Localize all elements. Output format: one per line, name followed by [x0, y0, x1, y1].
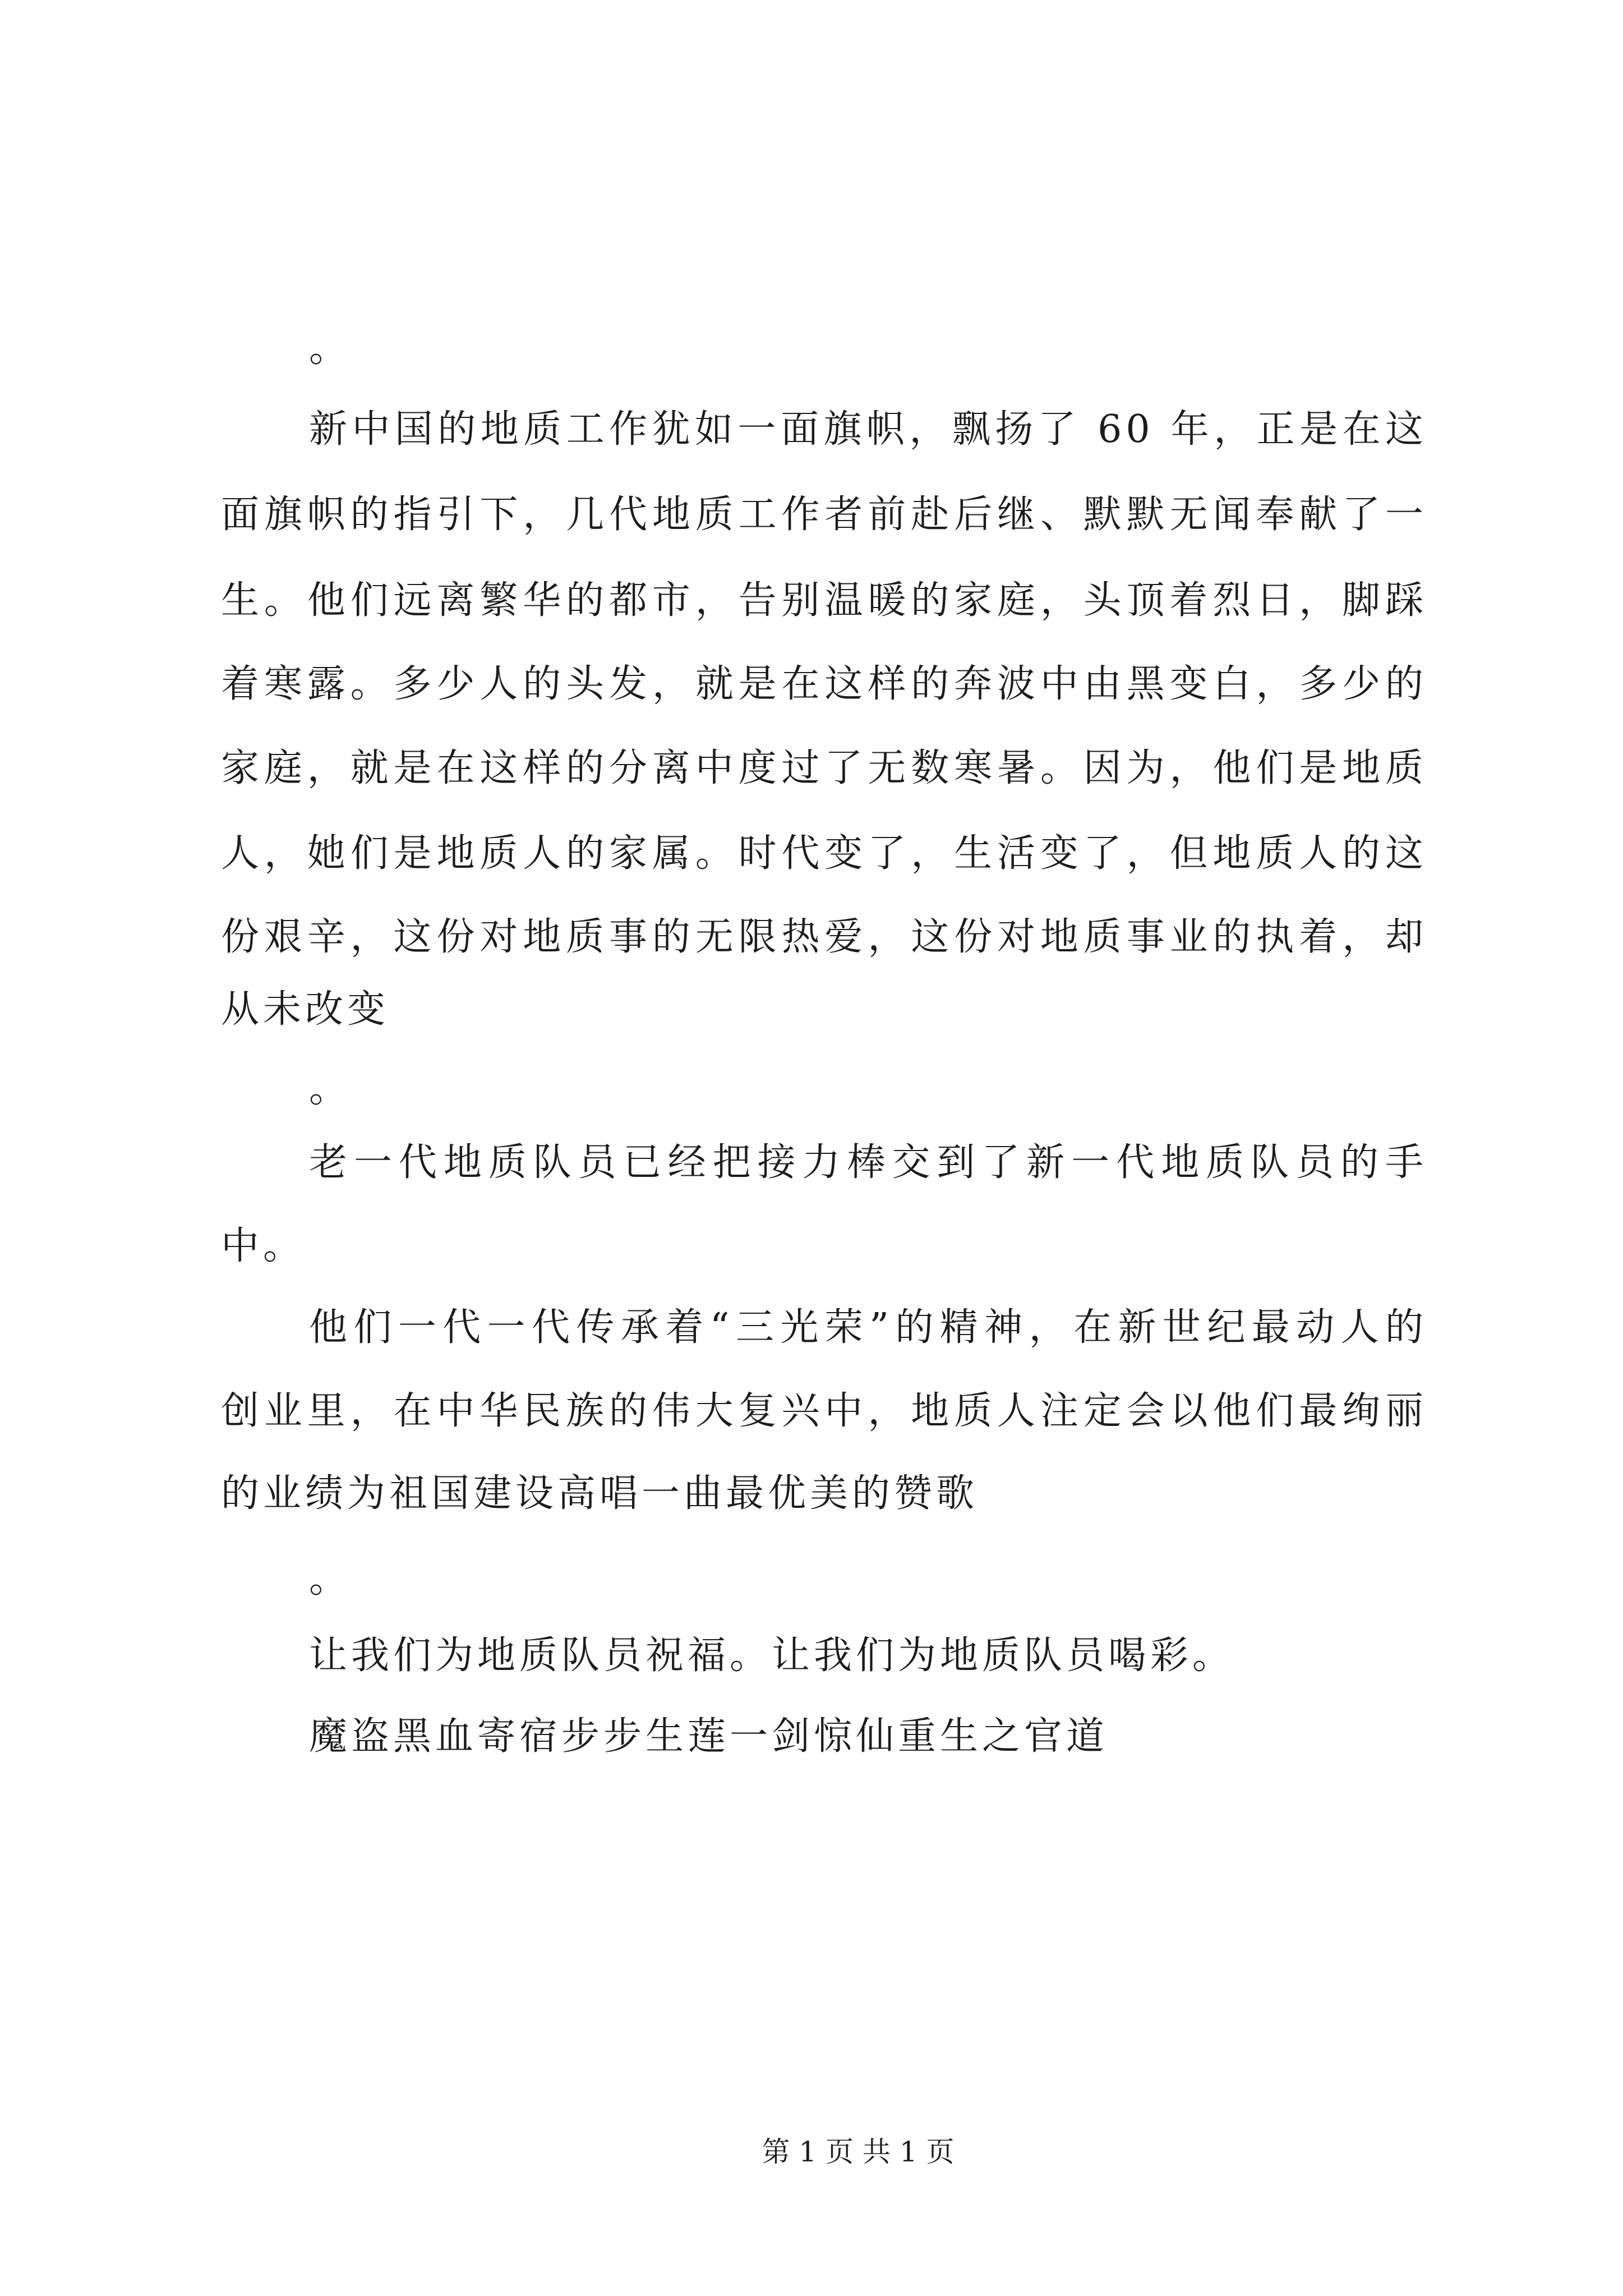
paragraph-line: 家庭，就是在这样的分离中度过了无数寒暑。因为，他们是地质: [221, 746, 1427, 790]
paragraph-line: 他们一代一代传承着“三光荣”的精神，在新世纪最动人的: [309, 1305, 1427, 1350]
paragraph-line: 人，她们是地质人的家属。时代变了，生活变了，但地质人的这: [221, 831, 1427, 876]
paragraph-line: 创业里，在中华民族的伟大复兴中，地质人注定会以他们最绚丽: [221, 1389, 1427, 1433]
paragraph-line: 生。他们远离繁华的都市，告别温暖的家庭，头顶着烈日，脚踩: [221, 578, 1427, 623]
page-number: 第 1 页 共 1 页: [762, 2136, 955, 2168]
paragraph-line: 份艰辛，这份对地质事的无限热爱，这份对地质事业的执着，却: [221, 915, 1427, 959]
paragraph-line: 着寒露。多少人的头发，就是在这样的奔波中由黑变白，多少的: [221, 662, 1427, 706]
page-footer: [690, 2132, 1026, 2171]
paragraph-line: 。: [309, 1067, 352, 1111]
paragraph-line: 。: [309, 326, 352, 371]
paragraph-line: 。: [309, 1557, 352, 1602]
paragraph-line: 从未改变: [221, 987, 390, 1032]
paragraph-line: 的业绩为祖国建设高唱一曲最优美的赞歌: [221, 1471, 979, 1516]
paragraph-line: 新中国的地质工作犹如一面旗帜，飘扬了 60 年，正是在这: [309, 407, 1427, 452]
paragraph-line: 中。: [221, 1224, 306, 1268]
paragraph-line: 让我们为地质队员祝福。让我们为地质队员喝彩。: [309, 1634, 1235, 1678]
paragraph-line: 魔盗黑血寄宿步步生莲一剑惊仙重生之官道: [309, 1714, 1109, 1759]
paragraph-line: 老一代地质队员已经把接力棒交到了新一代地质队员的手: [309, 1140, 1427, 1185]
paragraph-line: 面旗帜的指引下，几代地质工作者前赴后继、默默无闻奉献了一: [221, 493, 1427, 537]
